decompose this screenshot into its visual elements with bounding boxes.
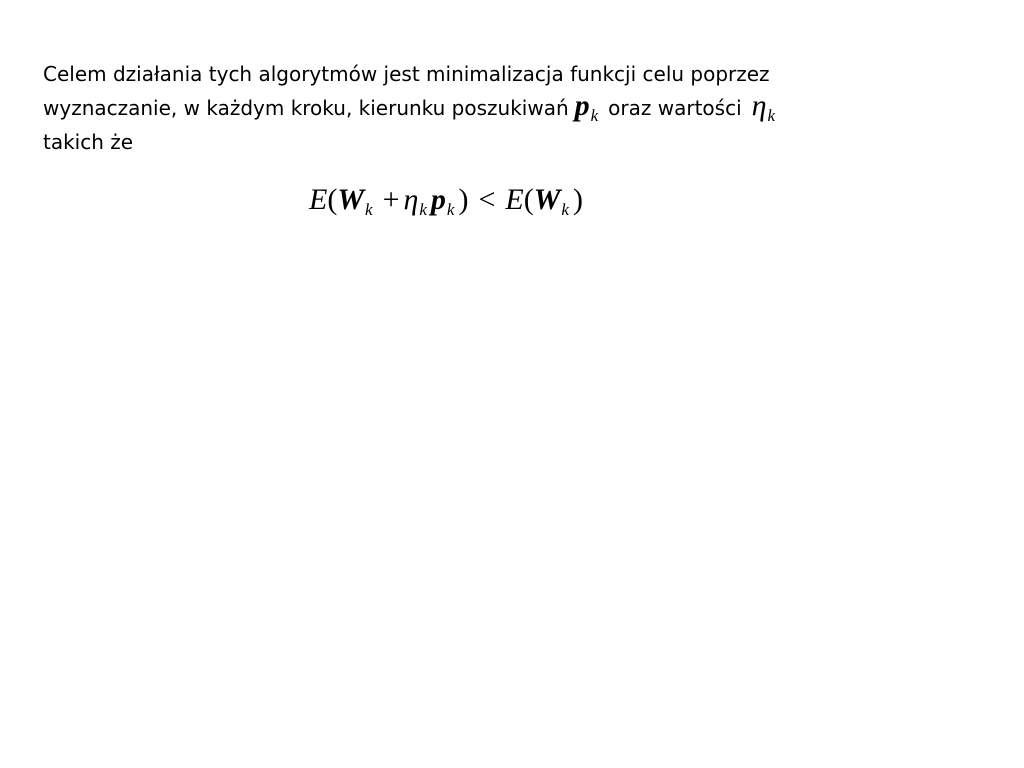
eq-E-right: E bbox=[505, 183, 524, 216]
paragraph-line-3: takich że bbox=[43, 130, 134, 154]
eq-open-paren-left: ( bbox=[327, 183, 338, 216]
eq-W-right-subscript: k bbox=[561, 200, 569, 219]
eq-p: p bbox=[430, 183, 446, 216]
eq-W-right: W bbox=[533, 183, 561, 216]
line-2-text-middle: oraz wartości bbox=[608, 96, 742, 120]
eq-open-paren-right: ( bbox=[523, 183, 534, 216]
eta-symbol: η bbox=[751, 89, 767, 122]
eq-plus: + bbox=[382, 183, 400, 216]
eq-eta: η bbox=[403, 183, 419, 216]
eq-W-left-subscript: k bbox=[365, 200, 373, 219]
eq-close-paren-left: ) bbox=[458, 183, 469, 216]
eq-eta-subscript: k bbox=[419, 200, 427, 219]
eq-less-than: < bbox=[478, 183, 496, 216]
eta-subscript: k bbox=[767, 106, 776, 125]
inline-p-k bbox=[575, 90, 599, 126]
p-subscript: k bbox=[590, 106, 599, 125]
inequality-equation bbox=[309, 178, 583, 226]
eq-W-left: W bbox=[337, 183, 365, 216]
paragraph-line-2 bbox=[43, 90, 923, 126]
eq-close-paren-right: ) bbox=[572, 183, 583, 216]
eq-E-left: E bbox=[309, 183, 328, 216]
body-paragraph bbox=[43, 58, 923, 158]
p-symbol: p bbox=[574, 89, 590, 122]
paragraph-line-1: Celem działania tych algorytmów jest minimalizacja funkcji celu poprzez bbox=[43, 62, 770, 86]
line-2-text-start: wyznaczanie, w każdym kroku, kierunku poszukiwań bbox=[43, 96, 569, 120]
eq-p-subscript: k bbox=[446, 200, 455, 219]
inline-eta-k bbox=[752, 90, 775, 126]
